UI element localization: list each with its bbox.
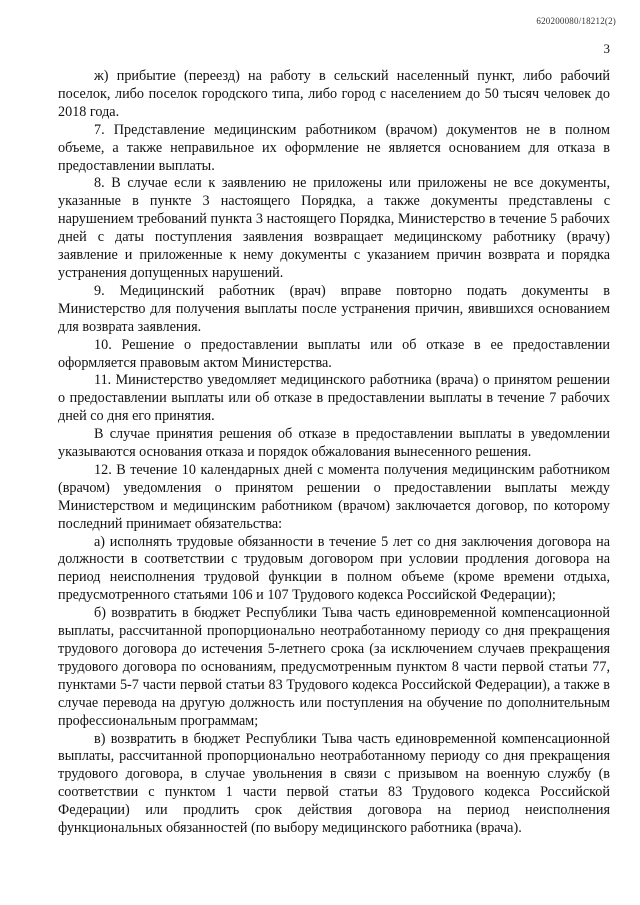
paragraph-zh: ж) прибытие (переезд) на работу в сельский населенный пункт, либо рабочий поселок, либо поселок городского типа, либо город с населением до 50 тысяч человек до 2018 года. (58, 68, 610, 120)
document-body (58, 68, 610, 838)
paragraph-8: 8. В случае если к заявлению не приложены или приложены не все документы, указанные в пункте 3 настоящего Порядка, а также документы представлены с нарушением требований пункта 3 настоящего Порядка, Министерство в течение 5 рабочих дней с даты поступления заявления возвращает медицинскому работнику (врачу) заявление и приложенные к нему документы с указанием причин возврата и порядка устранения допущенных нарушений. (58, 175, 610, 281)
document-code: 620200080/18212(2) (536, 16, 616, 26)
page-number: 3 (603, 41, 610, 56)
paragraph-7: 7. Представление медицинским работником (врачом) документов не в полном объеме, а также неправильное их оформление не является основанием для отказа в предоставлении выплаты. (58, 121, 610, 174)
paragraph-12-v: в) возвратить в бюджет Республики Тыва часть единовременной компенсационной выплаты, рассчитанной пропорционально неотработанному периоду со дня прекращения трудового договора, в случае увольнения в связи с призывом на военную службу (в соответствии с пунктом 1 части первой статьи 83 Трудового кодекса Российской Федерации) или продлить срок действия договора на период неисполнения функциональных обязанностей (по выбору медицинского работника (врача). (58, 730, 610, 837)
paragraph-10: 10. Решение о предоставлении выплаты или об отказе в ее предоставлении оформляется правовым актом Министерства. (58, 336, 610, 371)
paragraph-12-b: б) возвратить в бюджет Республики Тыва часть единовременной компенсационной выплаты, рассчитанной пропорционально неотработанному периоду со дня прекращения трудового договора до истечения 5-летнего срока (за исключением случаев прекращения трудового договора по основаниям, предусмотренным пунктом 8 части первой статьи 77, пунктами 5-7 части первой статьи 83 Трудового кодекса Российской Федерации), а также в случае перевода на другую должность или поступления на обучение по дополнительным профессиональным программам; (58, 605, 610, 729)
paragraph-11: 11. Министерство уведомляет медицинского работника (врача) о принятом решении о предоставлении выплаты или об отказе в предоставлении выплаты в течение 7 рабочих дней со дня его принятия. (58, 372, 610, 425)
paragraph-9: 9. Медицинский работник (врач) вправе повторно подать документы в Министерство для получения выплаты после устранения причин, явившихся основанием для возврата заявления. (58, 282, 610, 335)
paragraph-12-a: а) исполнять трудовые обязанности в течение 5 лет со дня заключения договора на должности в соответствии с трудовым договором при условии продления договора на период неисполнения трудовой функции в полном объеме (кроме времени отдыха, предусмотренного статьями 106 и 107 Трудового кодекса Российской Федерации); (58, 533, 610, 604)
paragraph-11-refusal: В случае принятия решения об отказе в предоставлении выплаты в уведомлении указываются основания отказа и порядок обжалования вынесенного решения. (58, 426, 610, 461)
paragraph-12: 12. В течение 10 календарных дней с момента получения медицинским работником (врачом) уведомления о принятом решении о предоставлении выплаты между Министерством и медицинским работником (врачом) заключается договор, по которому последний принимает обязательства: (58, 461, 610, 532)
